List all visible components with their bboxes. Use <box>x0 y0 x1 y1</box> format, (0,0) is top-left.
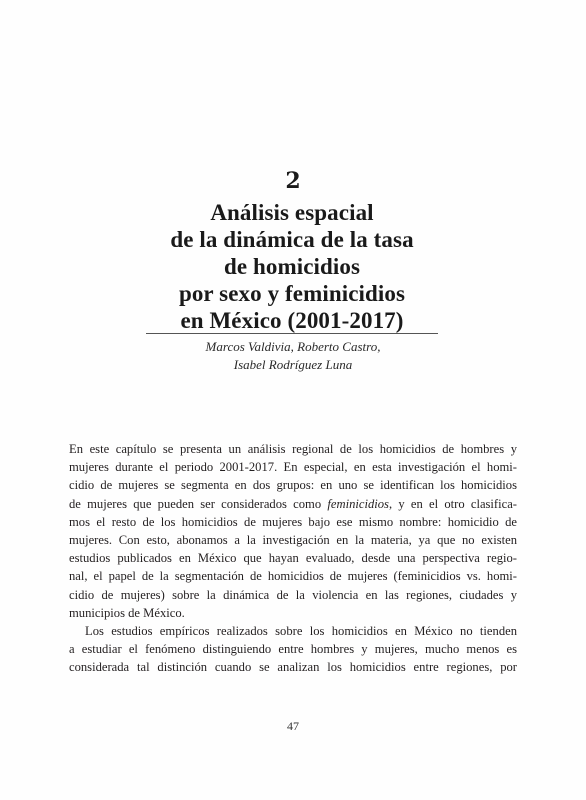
text-line: municipios de México. <box>69 605 185 620</box>
text-line: nal, el papel de la segmentación de homicidios de mujeres (feminicidios vs. homi- <box>69 569 517 584</box>
italic-term: feminicidios <box>327 496 389 511</box>
text-line: mujeres. Con esto, abonamos a la investigación en la materia, ya que no existen <box>69 533 517 548</box>
text-line: mujeres durante el periodo 2001-2017. En especial, en esta investigación el homi- <box>69 460 517 475</box>
text-line: En este capítulo se presenta un análisis regional de los homicidios de hombres y <box>69 442 517 456</box>
chapter-title-line: de homicidios <box>223 254 361 279</box>
text-segment: de mujeres que pueden ser considerados como <box>69 496 328 511</box>
chapter-title <box>140 199 444 334</box>
text-line-mixed <box>69 495 517 513</box>
chapter-number: 2 <box>285 168 301 194</box>
body-text <box>69 440 517 677</box>
text-line: estudios publicados en México que hayan evaluado, desde una perspectiva regio- <box>69 551 517 566</box>
text-line: a estudiar el fenómeno distinguiendo entre hombres y mujeres, mucho menos es <box>69 642 517 657</box>
text-segment: , y en el otro clasifica- <box>388 496 517 511</box>
author-list <box>0 338 586 374</box>
chapter-title-line: por sexo y feminicidios <box>178 281 406 306</box>
page-number: 47 <box>287 719 299 733</box>
author-line: Marcos Valdivia, Roberto Castro, <box>205 339 381 354</box>
chapter-title-line: Análisis espacial <box>210 200 374 225</box>
text-line: cidio de mujeres) sobre la dinámica de la violencia en las regiones, ciudades y <box>69 587 517 602</box>
text-line: mos el resto de los homicidios de mujeres bajo ese mismo nombre: homicidio de <box>69 514 517 529</box>
chapter-title-line: de la dinámica de la tasa <box>170 227 414 252</box>
text-line: cidio de mujeres se segmenta en dos grupos: en uno se identifican los homicidios <box>69 478 517 493</box>
chapter-title-line: en México (2001-2017) <box>180 308 404 333</box>
paragraph <box>69 622 517 677</box>
author-line: Isabel Rodríguez Luna <box>233 357 353 372</box>
text-line: Los estudios empíricos realizados sobre los homicidios en México no tienden <box>85 624 517 639</box>
text-line: considerada tal distinción cuando se analizan los homicidios entre regiones, por <box>69 660 517 675</box>
paragraph <box>69 440 517 622</box>
title-divider <box>146 333 438 334</box>
